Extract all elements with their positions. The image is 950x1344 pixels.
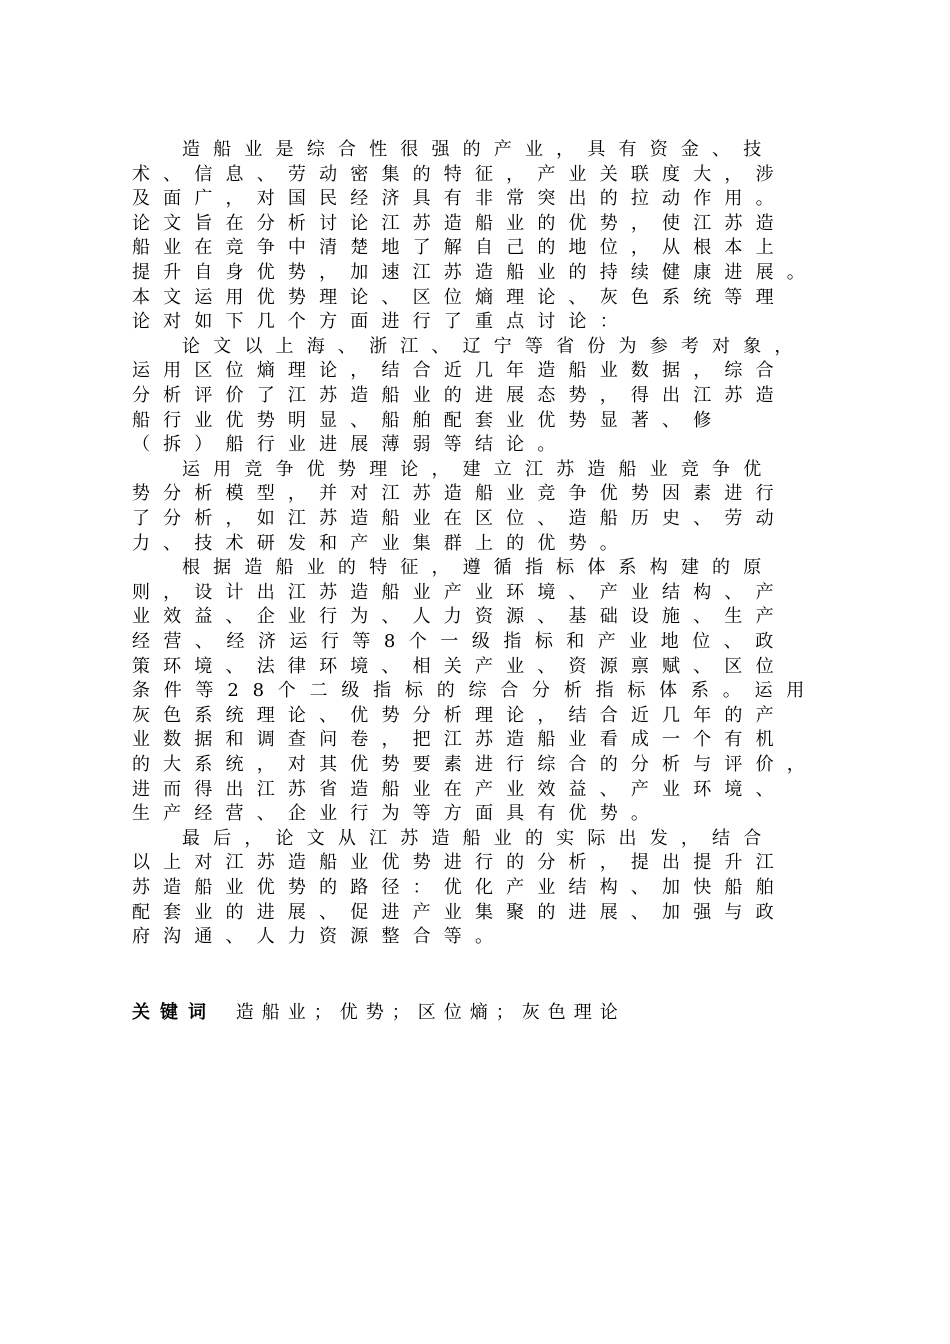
keywords-label: 关键词 xyxy=(132,1002,216,1023)
abstract-line: 本文运用优势理论、区位熵理论、灰色系统等理 xyxy=(132,286,787,308)
abstract-line: 论文旨在分析讨论江苏造船业的优势，使江苏造 xyxy=(132,212,787,234)
abstract-line: （拆）船行业进展薄弱等结论。 xyxy=(132,434,569,456)
abstract-line: 论文以上海、浙江、辽宁等省份为参考对象， xyxy=(182,335,806,357)
abstract-line: 分析评价了江苏造船业的进展态势，得出江苏造 xyxy=(132,385,787,406)
abstract-line: 提升自身优势，加速江苏造船业的持续健康进展。 xyxy=(132,262,818,283)
abstract-line: 府沟通、人力资源整合等。 xyxy=(132,926,507,948)
abstract-line: 策环境、法律环境、相关产业、资源禀赋、区位 xyxy=(132,655,787,677)
abstract-line: 运用区位熵理论，结合近几年造船业数据，综合 xyxy=(132,360,787,382)
abstract-line: 了分析，如江苏造船业在区位、造船历史、劳动 xyxy=(132,508,787,529)
abstract-line: 进而得出江苏省造船业在产业效益、产业环境、 xyxy=(132,778,787,800)
abstract-line: 船业在竞争中清楚地了解自己的地位，从根本上 xyxy=(132,237,787,259)
abstract-line: 的大系统，对其优势要素进行综合的分析与评价， xyxy=(132,754,818,775)
abstract-line: 力、技术研发和产业集群上的优势。 xyxy=(132,532,631,554)
abstract-line: 运用竞争优势理论，建立江苏造船业竞争优 xyxy=(182,458,775,480)
keywords-text: 造船业；优势；区位熵；灰色理论 xyxy=(235,1002,626,1023)
abstract-line: 经营、经济运行等8个一级指标和产业地位、政 xyxy=(132,631,787,652)
abstract-line: 生产经营、企业行为等方面具有优势。 xyxy=(132,803,663,825)
abstract-line: 及面广，对国民经济具有非常突出的拉动作用。 xyxy=(132,188,787,210)
abstract-line: 势分析模型，并对江苏造船业竞争优势因素进行 xyxy=(132,483,787,505)
abstract-line: 则，设计出江苏造船业产业环境、产业结构、产 xyxy=(132,581,787,603)
abstract-line: 根据造船业的特征，遵循指标体系构建的原 xyxy=(182,557,775,579)
abstract-line: 苏造船业优势的路径：优化产业结构、加快船舶 xyxy=(132,877,787,898)
abstract-line: 配套业的进展、促进产业集聚的进展、加强与政 xyxy=(132,901,787,923)
abstract-line: 业效益、企业行为、人力资源、基础设施、生产 xyxy=(132,606,787,628)
abstract-line: 术、信息、劳动密集的特征，产业关联度大，涉 xyxy=(132,163,787,185)
abstract-line: 条件等28个二级指标的综合分析指标体系。运用 xyxy=(132,680,819,702)
abstract-line: 灰色系统理论、优势分析理论，结合近几年的产 xyxy=(132,704,787,726)
keywords-row xyxy=(132,1000,832,1026)
abstract-line: 造船业是综合性很强的产业，具有资金、技 xyxy=(182,139,775,160)
abstract-line: 船行业优势明显、船舶配套业优势显著、修 xyxy=(132,409,725,431)
abstract-line: 业数据和调查问卷，把江苏造船业看成一个有机 xyxy=(132,729,787,751)
abstract-line: 最后，论文从江苏造船业的实际出发，结合 xyxy=(182,827,775,849)
abstract-line: 以上对江苏造船业优势进行的分析，提出提升江 xyxy=(132,852,787,874)
abstract-line: 论对如下几个方面进行了重点讨论： xyxy=(132,311,631,333)
